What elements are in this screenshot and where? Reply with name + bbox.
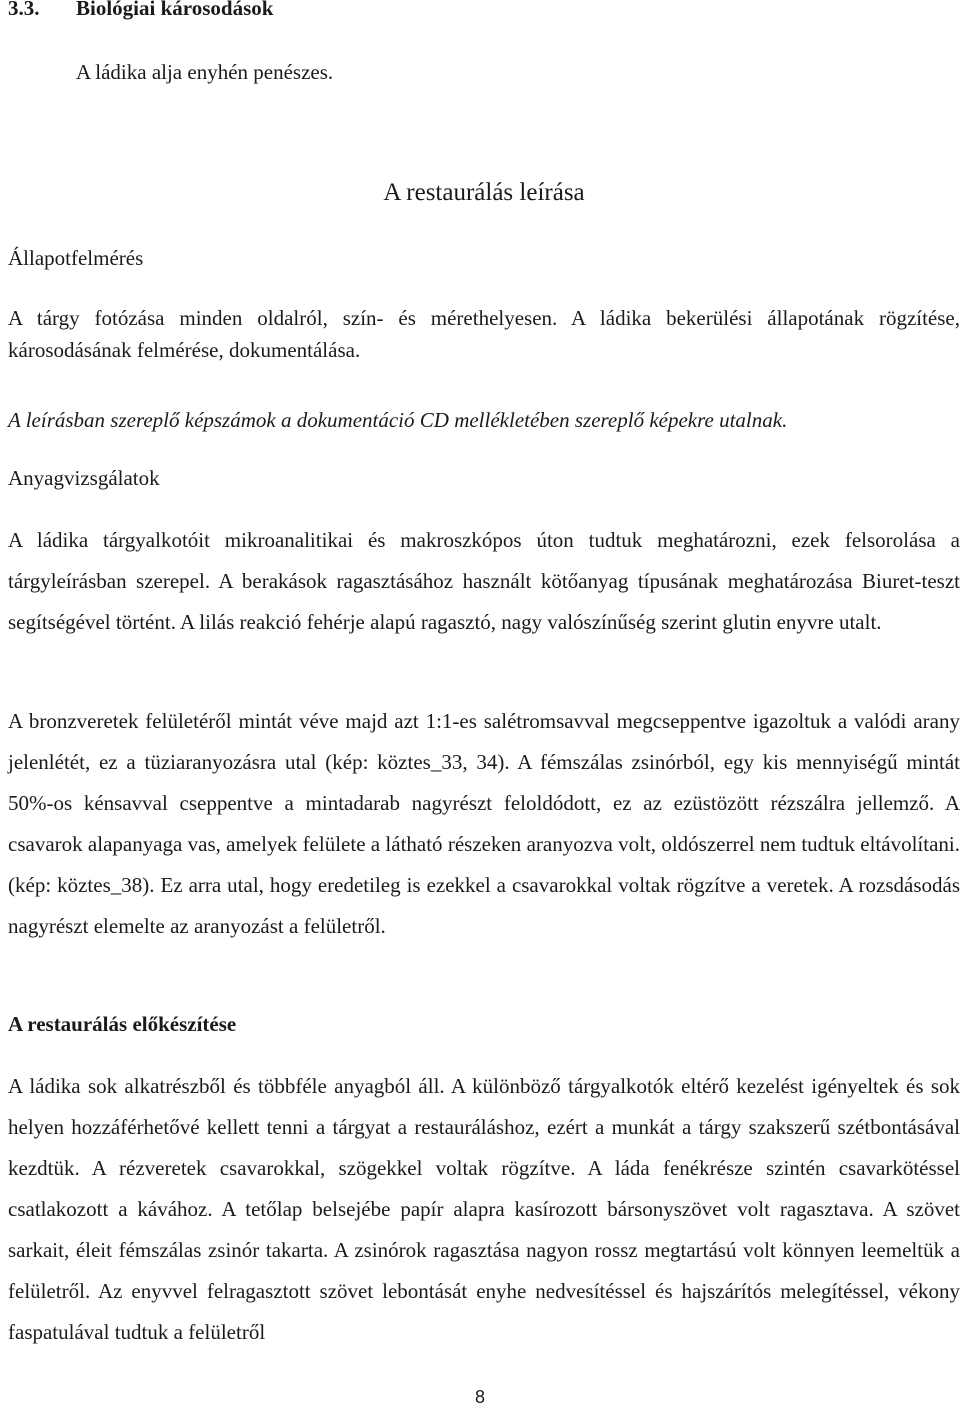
heading-allapotfelmeres: Állapotfelmérés <box>8 246 144 270</box>
section-text: A ládika alja enyhén penészes. <box>76 60 334 84</box>
section-number: 3.3. <box>8 0 40 20</box>
note-image-references: A leírásban szereplő képszámok a dokumentáció CD mellékletében szereplő képekre utalnak. <box>8 408 788 432</box>
heading-elokeszites: A restaurálás előkészítése <box>8 1012 237 1036</box>
page-number: 8 <box>474 1387 485 1407</box>
paragraph-elokeszites: A ládika sok alkatrészből és többféle anyagból áll. A különböző tárgyalkotók eltérő kezelést igényeltek és sok helyen hozzáférhetővé kellett tenni a tárgyat a restauráláshoz, ezért a munkát a tárgy szakszerű szétbontásával kezdtük. A rézveretek csavarokkal, szögekkel voltak rögzítve. A láda fenékrésze szintén csavarkötéssel csatlakozott a kávához. A tetőlap belsejébe papír alapra kasírozott bársonyszövet volt ragasztava. A szövet sarkait, éleit fémszálas zsinór takarta. A zsinórok ragasztása nagyon rossz megtartású volt könnyen leemeltük a felületről. Az enyvvel felragasztott szövet lebontását enyhe nedvesítéssel és hajszárítós melegítéssel, vékony faspatulával tudtuk a felületről <box>8 1074 960 1344</box>
paragraph-anyagvizsgalatok-1: A ládika tárgyalkotóit mikroanalitikai és makroszkópos úton tudtuk meghatározni, ezek felsorolása a tárgyleírásban szerepel. A berakások ragasztásához használt kötőanyag típusának meghatározása Biuret-teszt segítségével történt. A lilás reakció fehérje alapú ragasztó, nagy valószínűség szerint glutin enyvre utalt. <box>8 528 960 634</box>
paragraph-allapotfelmeres: A tárgy fotózása minden oldalról, szín- és mérethelyesen. A ládika bekerülési állapotának rögzítése, károsodásának felmérése, dokumentálása. <box>8 306 960 362</box>
main-title: A restaurálás leírása <box>383 179 585 206</box>
heading-anyagvizsgalatok: Anyagvizsgálatok <box>8 466 160 490</box>
section-title: Biológiai károsodások <box>76 0 274 20</box>
paragraph-anyagvizsgalatok-2: A bronzveretek felületéről mintát véve majd azt 1:1-es salétromsavval megcseppentve igazoltuk a valódi arany jelenlétét, ez a tüziaranyozásra utal (kép: köztes_33, 34). A fémszálas zsinórból, egy kis mennyiségű mintát 50%-os kénsavval cseppentve a mintadarab nagyrészt feloldódott, ez az ezüstözött rézszálra jellemző. A csavarok alapanyaga vas, amelyek felülete a látható részeken aranyozva volt, oldószerrel nem tudtuk eltávolítani. (kép: köztes_38). Ez arra utal, hogy eredetileg is ezekkel a csavarokkal voltak rögzítve a veretek. A rozsdásodás nagyrészt elemelte az aranyozást a felületről. <box>8 709 960 938</box>
